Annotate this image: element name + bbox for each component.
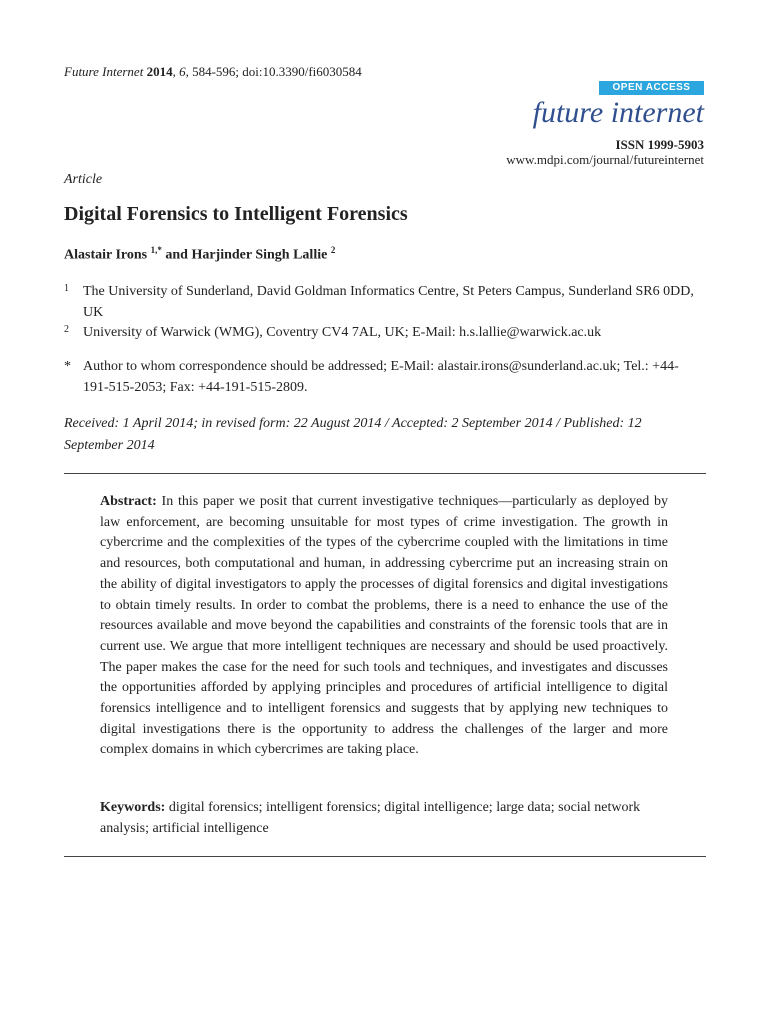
issn: ISSN 1999-5903 [615,137,704,152]
correspondence-note [64,356,704,398]
author-name: Alastair Irons [64,247,148,263]
affiliation-text: University of Warwick (WMG), Coventry CV4 7AL, UK; E-Mail: h.s.lallie@warwick.ac.uk [83,325,602,340]
abstract-label: Abstract: [100,494,157,509]
affiliation-number: 1 [64,283,69,294]
keywords-label: Keywords: [100,800,166,815]
author-list [64,245,335,264]
author-affiliation-mark: 1,* [150,245,162,255]
citation-pages-doi: 584-596; doi:10.3390/fi6030584 [192,64,362,79]
author-joiner: and [165,247,188,263]
abstract [100,492,668,761]
affiliation-2 [64,322,704,343]
citation-line: Future Internet 2014, 6, 584-596; doi:10.3390/fi6030584 [64,64,362,79]
paper-title: Digital Forensics to Intelligent Forensics [64,203,408,225]
citation-year: 2014 [146,64,173,79]
abstract-text: In this paper we posit that current investigative techniques—particularly as deployed by law enforcement, are becoming unsuitable for most types of crime investigation. The growth in cybercrime and the complexities of the types of the cybercrime coupled with the limitations in time and resources, both computational and human, in addressing cybercrime put an increasing strain on the ability of digital investigators to apply the processes of digital forensics and digital investigations to obtain timely results. In order to combat the problems, there is a need to enhance the use of the resources available and move beyond the capabilities and constraints of the forensic tools that are in current use. We argue that more intelligent techniques are necessary and should be used proactively. The paper makes the case for the need for such tools and techniques, and investigates and discusses the opportunities afforded by applying principles and procedures of artificial intelligence to digital forensics intelligence and to intelligent forensics and suggests that by applying new techniques to digital investigations there is the opportunity to address the challenges of the larger and more complex domains in which cybercrimes are taking place. [100,494,669,758]
divider-bottom [64,856,706,857]
affiliation-1 [64,281,704,323]
divider-top [64,473,706,474]
affiliation-text: Author to whom correspondence should be addressed; E-Mail: alastair.irons@sunderland.ac.uk; Tel.: +44-191-515-2053; Fax: +44-191-515-2809. [83,359,679,395]
affiliation-text: The University of Sunderland, David Goldman Informatics Centre, St Peters Campus, Sunderland SR6 0DD, UK [83,284,694,320]
open-access-badge: OPEN ACCESS [599,81,704,95]
keywords [100,797,668,839]
affiliation-number: * [64,359,71,374]
citation-volume: 6 [179,64,186,79]
author-affiliation-mark: 2 [330,245,336,255]
journal-name: future internet [532,96,704,129]
journal-url[interactable]: www.mdpi.com/journal/futureinternet [506,152,704,167]
article-type: Article [64,172,103,187]
author-name: Harjinder Singh Lallie [191,247,328,263]
keywords-text: digital forensics; intelligent forensics; digital intelligence; large data; social network analysis; artificial intelligence [100,800,641,836]
affiliation-number: 2 [64,324,69,335]
publication-dates: Received: 1 April 2014; in revised form: 22 August 2014 / Accepted: 2 September 2014 / Published: 12 September 2014 [64,416,642,453]
journal-short-name: Future Internet [64,64,144,79]
